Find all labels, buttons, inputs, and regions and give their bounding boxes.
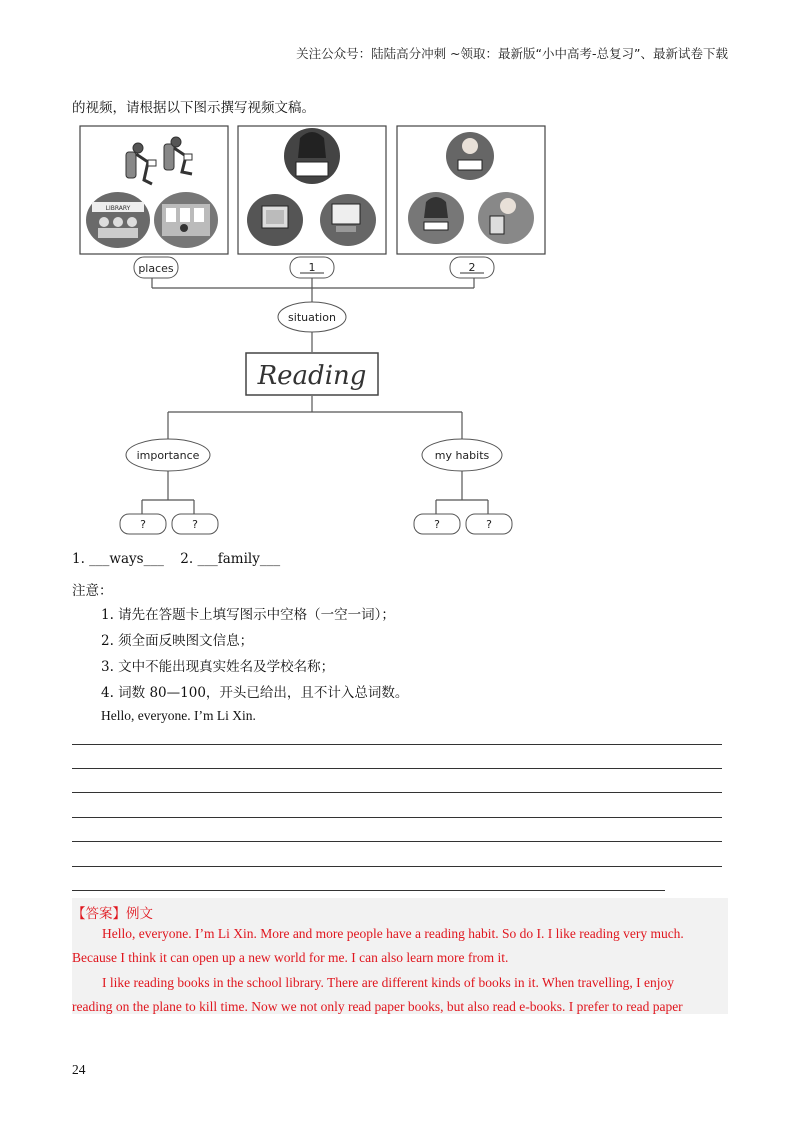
blank-2-label: 2	[468, 261, 476, 274]
places-label: places	[138, 262, 174, 275]
q-label-2: ?	[192, 518, 198, 531]
svg-text:LIBRARY: LIBRARY	[105, 205, 131, 212]
answer-text-line: I like reading books in the school library. There are different kinds of books in it. When travelling, I enjoy	[102, 975, 674, 990]
old-man-reading-illustration	[478, 192, 534, 244]
tablet-reading-illustration	[247, 194, 303, 246]
train-illustration	[154, 192, 218, 248]
note-item: 4. 词数 80—100，开头已给出，且不计入总词数。	[101, 685, 409, 701]
writing-line	[72, 792, 722, 793]
q-label-4: ?	[486, 518, 492, 531]
blank-answers	[72, 551, 280, 567]
boy-reading-illustration	[446, 132, 494, 180]
girl-reading-illustration	[408, 192, 464, 244]
library-illustration	[86, 192, 150, 248]
writing-line	[72, 866, 722, 867]
answer-tag: 【答案】例文	[72, 906, 153, 921]
note-item: 3. 文中不能出现真实姓名及学校名称；	[101, 659, 335, 675]
writing-line	[72, 890, 665, 891]
q-label-1: ?	[140, 518, 146, 531]
importance-label: importance	[136, 449, 200, 462]
answer-text-line: Hello, everyone. I’m Li Xin. More and more people have a reading habit. So do I. I like reading very much.	[102, 926, 684, 941]
writing-line	[72, 817, 722, 818]
answer-2: 2. ___family___	[180, 551, 281, 567]
reading-mind-map	[78, 122, 558, 542]
note-item: 2. 须全面反映图文信息；	[101, 633, 254, 649]
habits-label: my habits	[434, 449, 490, 462]
situation-label: situation	[288, 311, 336, 324]
answer-1: 1. ___ways___	[72, 551, 164, 567]
intro-text: 的视频，请根据以下图示撰写视频文稿。	[72, 100, 315, 116]
reading-title: Reading	[257, 361, 367, 391]
q-label-3: ?	[434, 518, 440, 531]
page-header: 关注公众号：陆陆高分冲刺 ~领取：最新版“小中高考-总复习”、最新试卷下载	[296, 46, 728, 61]
answer-text-line: reading on the plane to kill time. Now we not only read paper books, but also read e-books. I prefer to read paper	[72, 999, 683, 1014]
writing-line	[72, 744, 722, 745]
answer-text-line: Because I think it can open up a new world for me. I can also learn more from it.	[72, 950, 509, 965]
woman-reading-book-illustration	[284, 128, 340, 184]
writing-line	[72, 768, 722, 769]
blank-1-label: 1	[308, 261, 316, 274]
note-item: 1. 请先在答题卡上填写图示中空格（一空一词）；	[101, 607, 395, 623]
computer-reading-illustration	[320, 194, 376, 246]
page-number: 24	[72, 1062, 86, 1077]
writing-line	[72, 841, 722, 842]
writing-starter: Hello, everyone. I’m Li Xin.	[101, 708, 256, 723]
notes-title: 注意：	[72, 583, 113, 599]
